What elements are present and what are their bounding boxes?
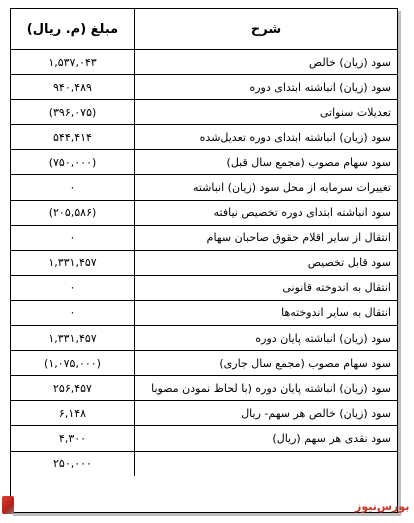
description-column-header: شرح: [135, 9, 398, 50]
row-amount: ۰: [11, 300, 135, 325]
row-amount: (۲۰۵,۵۸۶): [11, 200, 135, 225]
table-row: [11, 401, 397, 426]
row-amount: ۲۵۰,۰۰۰: [53, 457, 92, 471]
row-amount: (۱,۰۷۵,۰۰۰): [11, 351, 135, 376]
table-row: [11, 275, 397, 300]
table-row: [11, 326, 397, 351]
row-description: سود (زیان) خالص هر سهم- ریال: [135, 401, 398, 426]
table-row: [11, 225, 397, 250]
row-description: سود نقدی هر سهم (ریال): [135, 426, 398, 451]
row-description: سود قابل تخصیص: [135, 250, 398, 275]
table-row: [11, 200, 397, 225]
row-description: سود (زیان) انباشته ابتدای دوره تعدیل‌شده: [135, 125, 398, 150]
table-row: [11, 300, 397, 325]
row-description: تغییرات سرمایه از محل سود (زیان) انباشته: [135, 175, 398, 200]
amount-column-header: مبلغ (م. ریال): [11, 9, 135, 50]
table-row: [11, 376, 397, 401]
table-row: [11, 75, 397, 100]
row-description: [135, 451, 398, 476]
row-amount: ۰: [11, 275, 135, 300]
row-description: سود انباشته ابتدای دوره تخصیص نیافته: [135, 200, 398, 225]
table-row: [11, 150, 397, 175]
row-amount: ۱,۳۳۱,۴۵۷: [11, 250, 135, 275]
table-row: [11, 351, 397, 376]
row-amount: ۱,۵۳۷,۰۴۳: [11, 50, 135, 75]
financial-statement-table: [10, 8, 398, 513]
table-header-row: [11, 9, 397, 50]
row-description: سود (زیان) انباشته پایان دوره: [135, 326, 398, 351]
row-amount: ۱,۳۳۱,۴۵۷: [11, 326, 135, 351]
row-amount: ۲۵۶,۴۵۷: [11, 376, 135, 401]
row-amount: ۰: [11, 175, 135, 200]
table-row: [11, 125, 397, 150]
row-amount: ۴,۳۰۰: [11, 426, 135, 451]
row-description: سود (زیان) خالص: [135, 50, 398, 75]
row-description: انتقال به سایر اندوخته‌ها: [135, 300, 398, 325]
table-row: [11, 250, 397, 275]
corner-logo-icon: [2, 496, 14, 514]
row-description: سود سهام مصوب (مجمع سال قبل): [135, 150, 398, 175]
row-description: انتقال به اندوخته قانونی: [135, 275, 398, 300]
profit-allocation-table: [11, 9, 397, 476]
row-amount: ۶,۱۴۸: [11, 401, 135, 426]
row-amount: ۰: [11, 225, 135, 250]
watermark-logo-text: بورس‌نیوز: [355, 500, 410, 513]
row-description: سود (زیان) انباشته ابتدای دوره: [135, 75, 398, 100]
row-description: سود سهام مصوب (مجمع سال جاری): [135, 351, 398, 376]
table-row: [11, 175, 397, 200]
row-description: تعدیلات سنواتی: [135, 100, 398, 125]
row-amount: (۳۹۶,۰۷۵): [11, 100, 135, 125]
row-amount: ۵۴۴,۴۱۴: [11, 125, 135, 150]
row-amount: (۷۵۰,۰۰۰): [11, 150, 135, 175]
table-row: [11, 426, 397, 451]
table-row: [11, 50, 397, 75]
row-description: انتقال از سایر اقلام حقوق صاحبان سهام: [135, 225, 398, 250]
table-row: [11, 100, 397, 125]
table-row: [11, 451, 397, 476]
row-description: سود (زیان) انباشته پایان دوره (با لحاظ نمودن مصوبا: [135, 376, 398, 401]
row-amount: ۹۴۰,۴۸۹: [11, 75, 135, 100]
